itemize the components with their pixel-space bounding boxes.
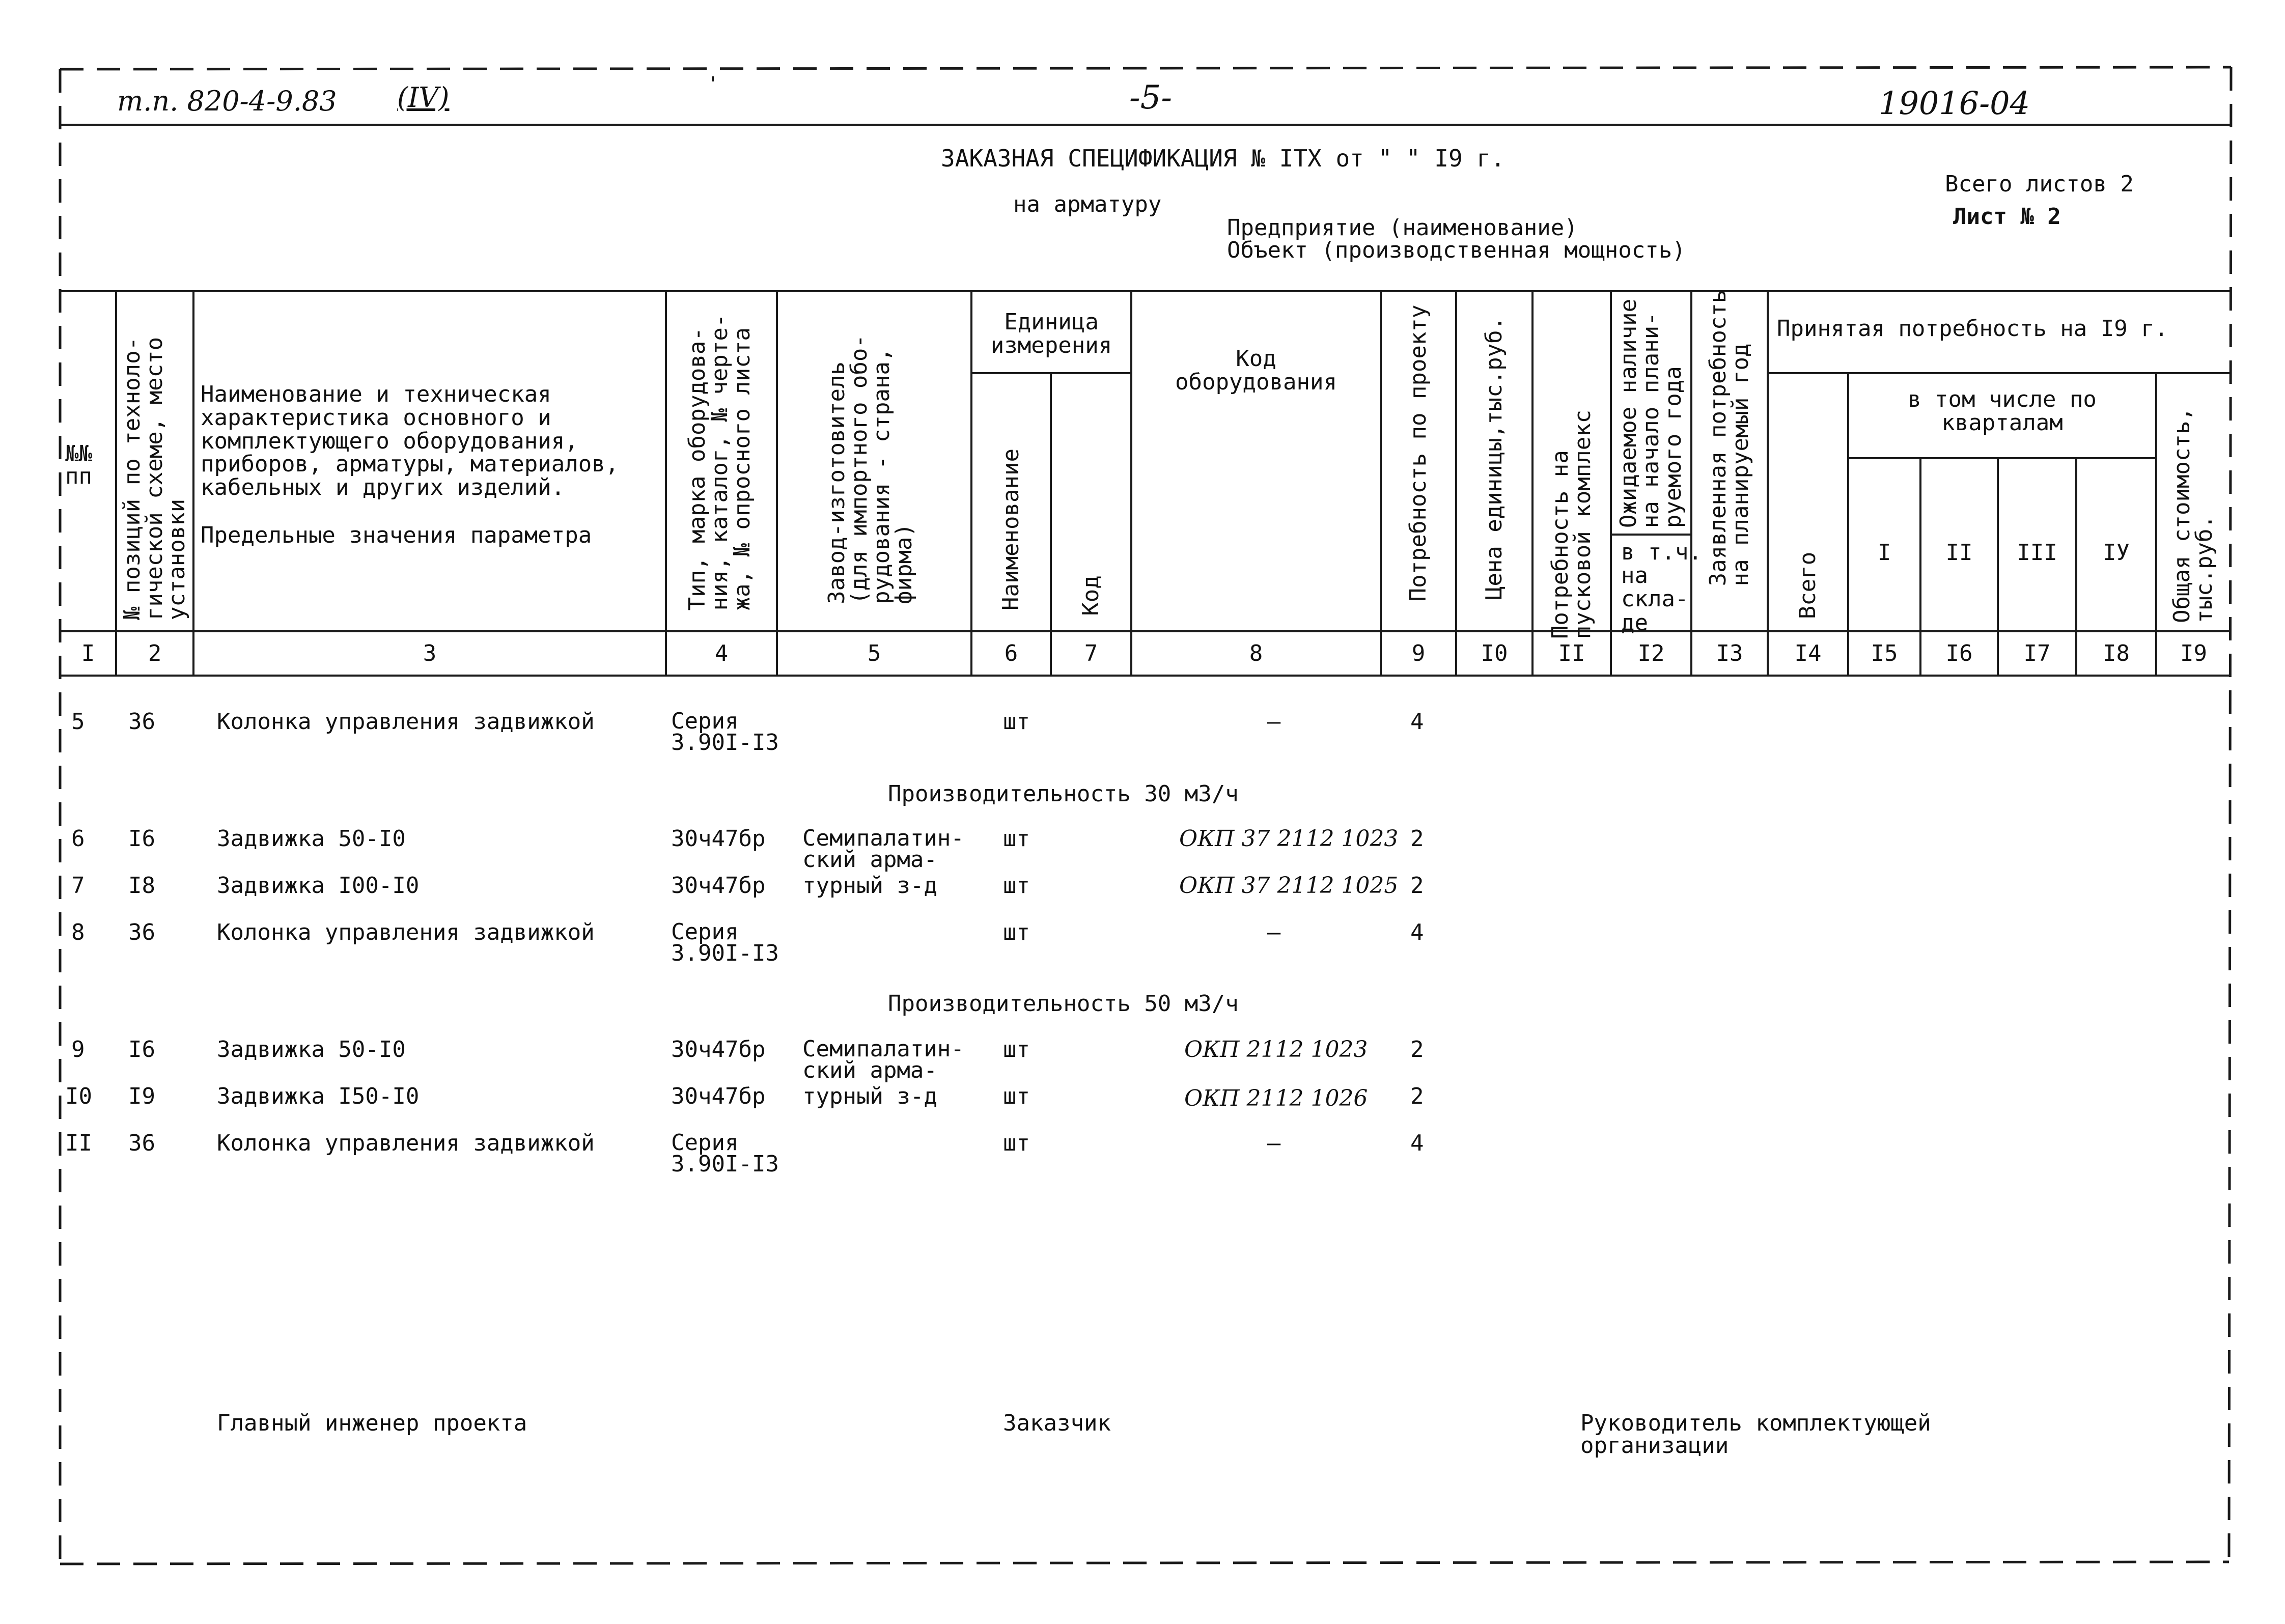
col-number: 5: [867, 640, 881, 666]
col-number: I2: [1637, 640, 1665, 666]
row-type: Серия 3.90I-I3: [671, 708, 779, 756]
row-type: 30ч47бр: [671, 826, 766, 852]
col-number: 4: [714, 640, 729, 666]
document-subject: на арматуру: [1013, 191, 1162, 217]
row-quantity: 4: [1410, 919, 1424, 945]
col-number: 2: [148, 640, 162, 666]
row-type: 30ч47бр: [671, 1037, 766, 1062]
col-number: II: [1558, 640, 1585, 666]
col-number: 6: [1004, 640, 1018, 666]
enterprise-label: Предприятие (наименование): [1227, 215, 1578, 241]
row-quantity: 4: [1410, 709, 1424, 735]
row-position: 36: [128, 709, 155, 735]
row-position: I6: [128, 1037, 155, 1062]
col-number: I6: [1945, 640, 1973, 666]
frame-bottom: [60, 1562, 2229, 1564]
row-number: 7: [71, 873, 85, 899]
col-7-header: Код: [1078, 575, 1104, 616]
row-equipment-code: —: [1267, 1130, 1281, 1156]
row-equipment-code: —: [1267, 709, 1281, 735]
col-14-header: Всего: [1795, 551, 1821, 620]
col-number: 8: [1249, 640, 1263, 666]
col-number: I: [81, 640, 95, 666]
col-5-header: Завод-изготовитель (для импортного обо- рудования - страна, фирма): [824, 334, 917, 604]
col-11-header: Потребность на пусковой комплекс: [1547, 409, 1596, 639]
col-3-limits-header: Предельные значения параметра: [201, 522, 592, 548]
row-name: Колонка управления задвижкой: [217, 1130, 595, 1156]
row-unit: шт: [1003, 1037, 1030, 1062]
row-equipment-code: ОКП 37 2112 1023: [1179, 826, 1399, 852]
accepted-group-header: Принятая потребность на I9 г.: [1777, 316, 2168, 342]
row-number: I0: [65, 1083, 92, 1109]
row-position: I9: [128, 1083, 155, 1109]
page-number: -5-: [1129, 79, 1172, 117]
col-18-header: IУ: [2103, 540, 2130, 566]
col-number: I3: [1716, 640, 1743, 666]
col-3-header: Наименование и техническая характеристика основного и комплектующего оборудования, приборов, арматуры, материалов, кабельных и других изделий.: [201, 381, 619, 500]
row-position: I6: [128, 826, 155, 852]
row-unit: шт: [1003, 873, 1030, 899]
customer-signature: Заказчик: [1003, 1410, 1111, 1436]
frame-top: [60, 67, 2231, 69]
col-number: I0: [1481, 640, 1508, 666]
object-label: Объект (производственная мощность): [1227, 237, 1686, 263]
row-name: Колонка управления задвижкой: [217, 709, 595, 735]
row-position: I8: [128, 873, 155, 899]
row-name: Задвижка 50-I0: [217, 1037, 406, 1062]
album-number: (IV): [397, 81, 450, 114]
row-manufacturer: Семипалатин- ский арма-: [802, 825, 964, 873]
row-quantity: 2: [1410, 1037, 1424, 1062]
row-manufacturer: турный з-д: [802, 1083, 937, 1109]
col-13-header: Заявленная потребность на планируемый год: [1705, 289, 1753, 586]
col-17-header: III: [2017, 540, 2057, 566]
row-name: Задвижка I00-I0: [217, 873, 420, 899]
row-type: Серия 3.90I-I3: [671, 919, 779, 967]
row-number: 6: [71, 826, 85, 852]
row-position: 36: [128, 1130, 155, 1156]
col-number: 3: [423, 640, 437, 666]
row-type: Серия 3.90I-I3: [671, 1130, 779, 1178]
col-19-header: Общая стоимость, тыс.руб.: [2169, 407, 2217, 623]
col-6-header: Наименование: [998, 449, 1024, 610]
row-number: 9: [71, 1037, 85, 1062]
sheet-number: Лист № 2: [1953, 204, 2061, 230]
document-number: 19016-04: [1879, 85, 2030, 122]
row-equipment-code: ОКП 2112 1023: [1184, 1037, 1368, 1062]
row-name: Колонка управления задвижкой: [217, 919, 595, 945]
col-16-header: II: [1945, 540, 1973, 566]
section-heading-30: Производительность 30 м3/ч: [888, 781, 1239, 807]
row-number: 5: [71, 709, 85, 735]
project-reference: т.п. 820-4-9.83: [117, 85, 337, 117]
col-number: I5: [1871, 640, 1898, 666]
col-12-header: Ожидаемое наличие на начало плани- руемого года: [1615, 298, 1686, 528]
document-title: ЗАКАЗНАЯ СПЕЦИФИКАЦИЯ № IТХ от " " I9 г.: [941, 145, 1505, 172]
row-unit: шт: [1003, 826, 1030, 852]
row-type: 30ч47бр: [671, 1083, 766, 1109]
col-10-header: Цена единицы,тыс.руб.: [1481, 316, 1507, 600]
row-name: Задвижка 50-I0: [217, 826, 406, 852]
row-number: II: [65, 1130, 92, 1156]
col-number: I9: [2180, 640, 2207, 666]
col-2-header: № позиций по техноло- гической схеме, место установки: [119, 337, 190, 621]
col-12-sub-header: в т.ч. на скла- де: [1621, 539, 1702, 636]
row-equipment-code: ОКП 37 2112 1025: [1179, 873, 1399, 899]
row-unit: шт: [1003, 709, 1030, 735]
row-quantity: 2: [1410, 826, 1424, 852]
row-name: Задвижка I50-I0: [217, 1083, 420, 1109]
col-4-header: Тип, марка оборудова- ния, каталог, № черте- жа, № опросного листа: [684, 314, 755, 611]
quarter-group-header: в том числе по кварталам: [1908, 386, 2097, 436]
row-position: 36: [128, 919, 155, 945]
row-unit: шт: [1003, 919, 1030, 945]
row-quantity: 2: [1410, 1083, 1424, 1109]
row-unit: шт: [1003, 1083, 1030, 1109]
col-number: I8: [2103, 640, 2130, 666]
col-number: I4: [1794, 640, 1822, 666]
row-number: 8: [71, 919, 85, 945]
row-equipment-code: —: [1267, 919, 1281, 945]
col-number: 9: [1411, 640, 1426, 666]
col-1-header: №№ пп: [65, 441, 92, 489]
row-equipment-code: ОКП 2112 1026: [1184, 1085, 1368, 1111]
supplier-signature: Руководитель комплектующей организации: [1580, 1410, 1931, 1459]
col-number: I7: [2023, 640, 2051, 666]
col-15-header: I: [1877, 540, 1891, 566]
section-heading-50: Производительность 50 м3/ч: [888, 991, 1239, 1017]
row-quantity: 4: [1410, 1130, 1424, 1156]
unit-group-header: Единица измерения: [990, 309, 1112, 358]
row-unit: шт: [1003, 1130, 1030, 1156]
col-9-header: Потребность по проекту: [1405, 304, 1431, 602]
row-manufacturer: турный з-д: [802, 873, 937, 899]
chief-engineer-signature: Главный инженер проекта: [217, 1410, 527, 1436]
col-number: 7: [1084, 640, 1098, 666]
col-8-header: Код оборудования: [1175, 346, 1337, 395]
row-manufacturer: Семипалатин- ский арма-: [802, 1036, 964, 1084]
total-sheets: Всего листов 2: [1945, 171, 2134, 197]
row-quantity: 2: [1410, 873, 1424, 899]
row-type: 30ч47бр: [671, 873, 766, 899]
